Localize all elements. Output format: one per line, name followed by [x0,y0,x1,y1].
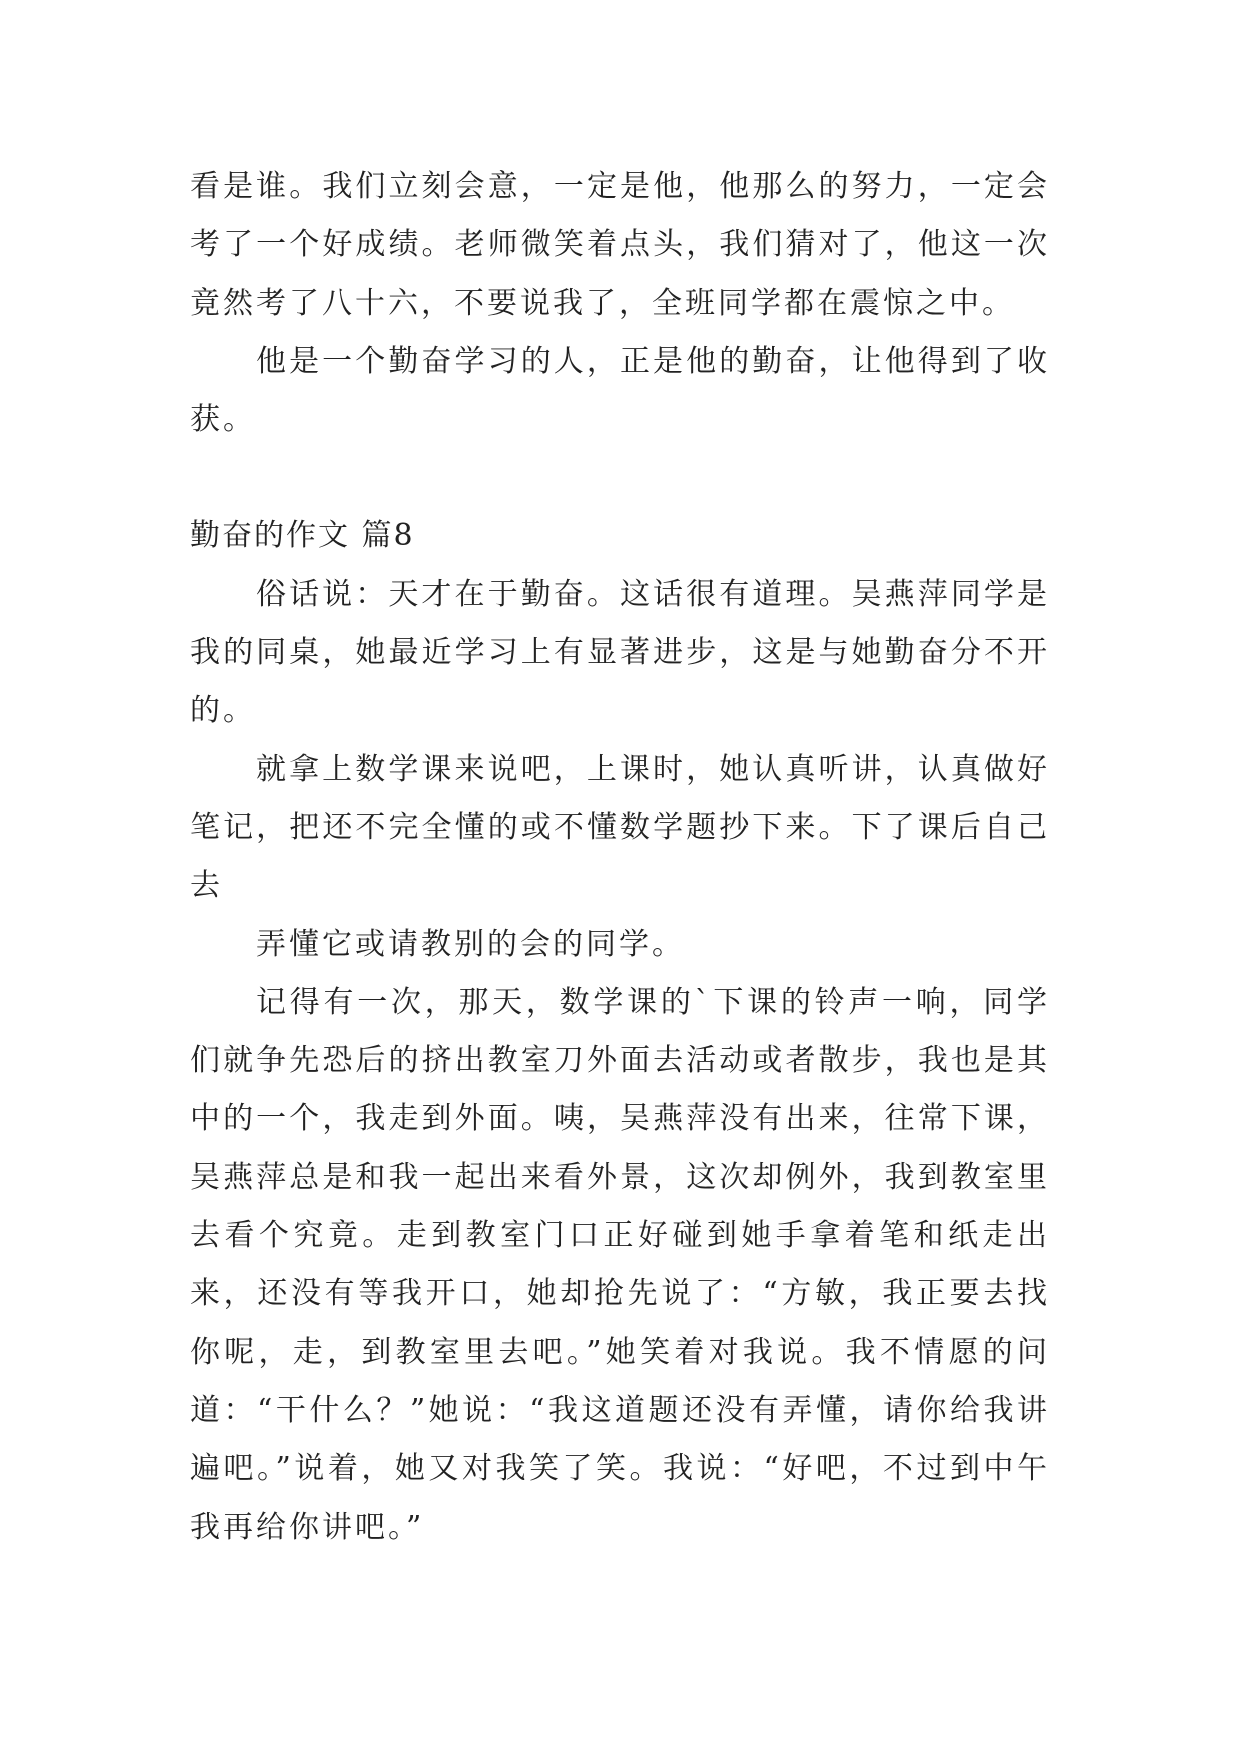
document-body [190,158,1050,1557]
paragraph-continuation: 看是谁。我们立刻会意，一定是他，他那么的努力，一定会考了一个好成绩。老师微笑着点头，我们猜对了，他这一次竟然考了八十六，不要说我了，全班同学都在震惊之中。 [190,169,1050,321]
paragraph-intro: 俗话说：天才在于勤奋。这话很有道理。吴燕萍同学是我的同桌，她最近学习上有显著进步，这是与她勤奋分不开的。 [190,576,1050,729]
paragraph-story: 记得有一次，那天，数学课的`下课的铃声一响，同学们就争先恐后的挤出教室刀外面去活动或者散步，我也是其中的一个，我走到外面。咦，吴燕萍没有出来，往常下课，吴燕萍总是和我一起出来看外景，这次却例外，我到教室里去看个究竟。走到教室门口正好碰到她手拿着笔和纸走出来，还没有等我开口，她却抢先说了：“方敏，我正要去找你呢，走，到教室里去吧。”她笑着对我说。我不情愿的问道：“干什么？”她说：“我这道题还没有弄懂，请你给我讲遍吧。”说着，她又对我笑了笑。我说：“好吧，不过到中午我再给你讲吧。” [190,984,1050,1545]
section-heading: 勤奋的作文 篇8 [190,518,415,554]
paragraph-math-class: 就拿上数学课来说吧，上课时，她认真听讲，认真做好笔记，把还不完全懂的或不懂数学题抄下来。下了课后自己去 [190,751,1050,904]
paragraph-conclusion: 他是一个勤奋学习的人，正是他的勤奋，让他得到了收获。 [190,343,1050,438]
paragraph-ask-classmates: 弄懂它或请教别的会的同学。 [256,926,685,962]
